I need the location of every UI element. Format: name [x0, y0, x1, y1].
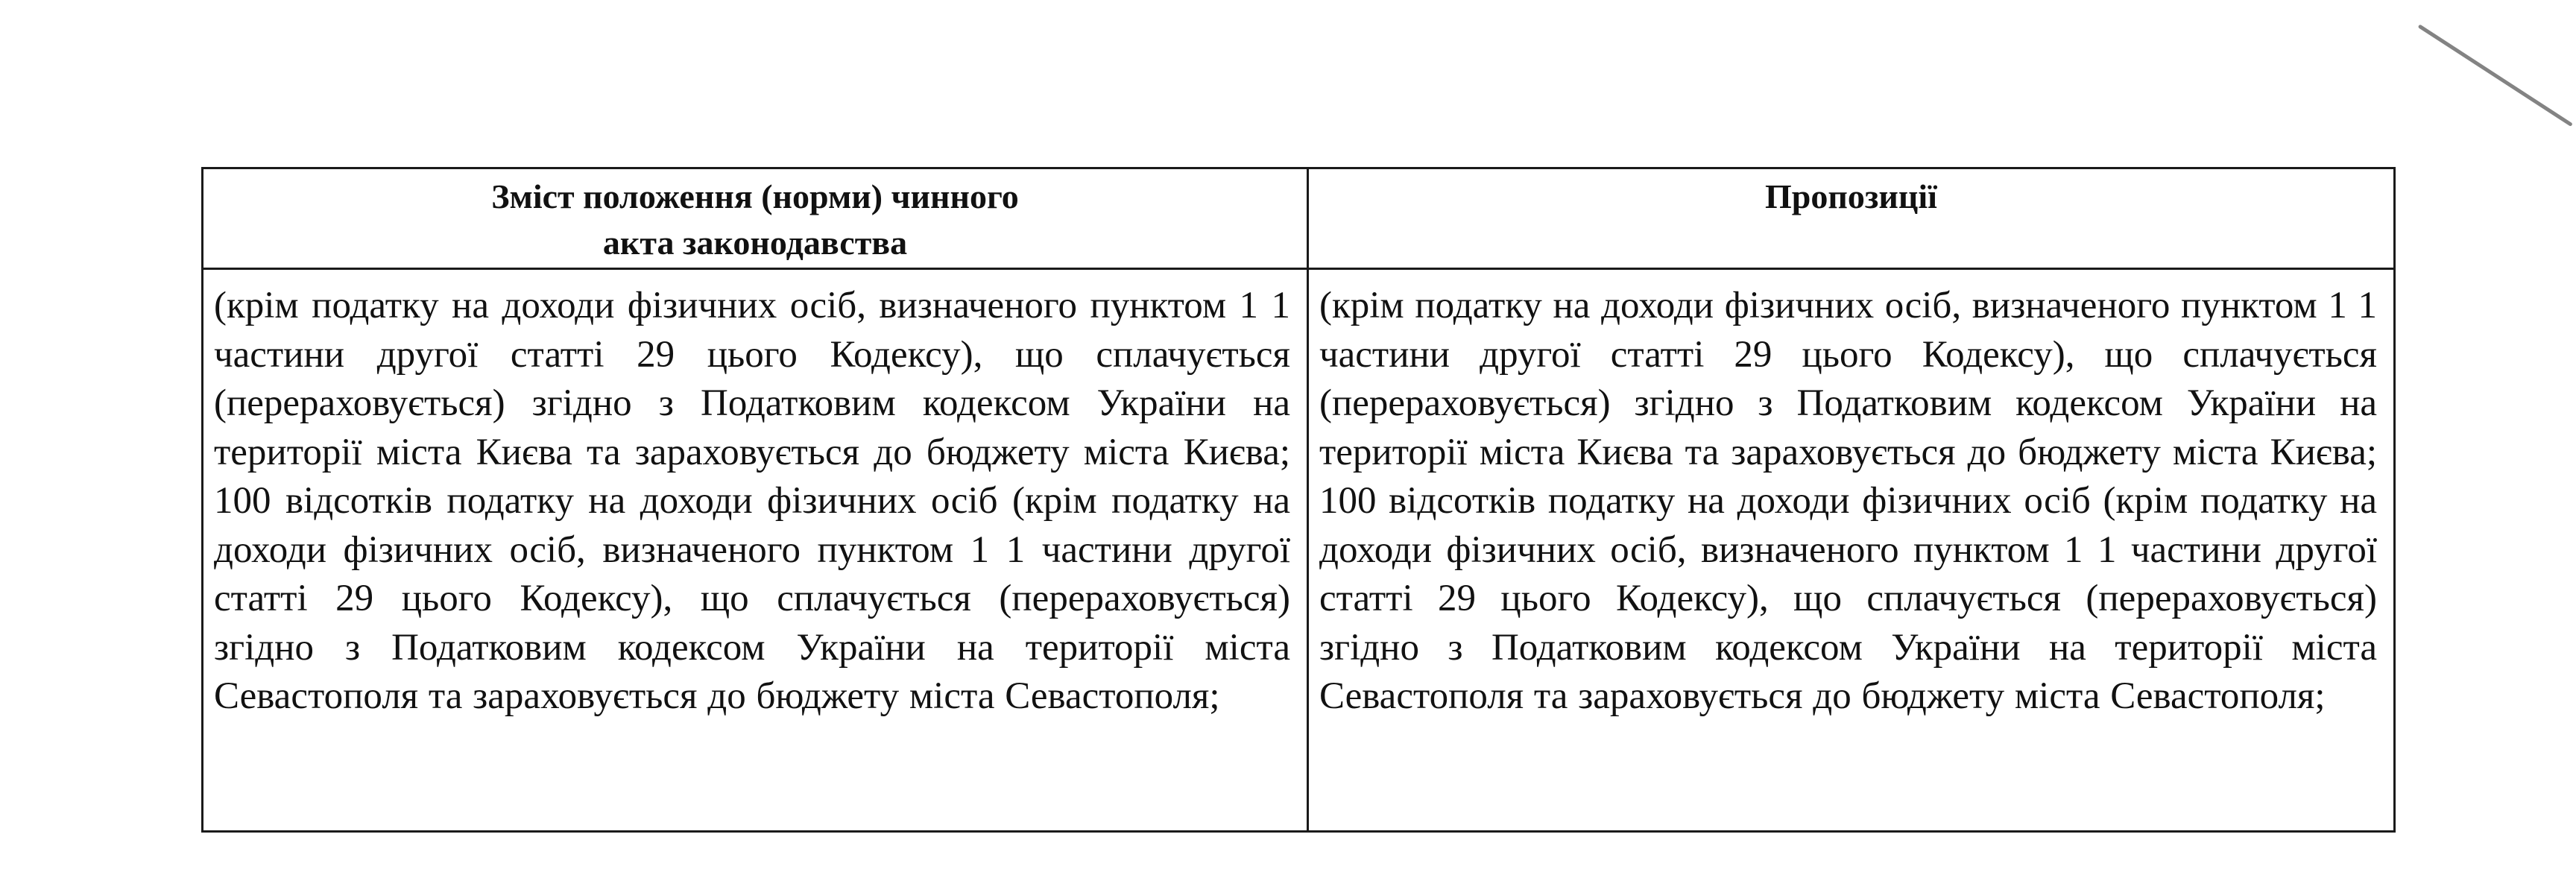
- comparison-table: [201, 167, 2396, 833]
- header-proposals: Пропозиції: [1308, 168, 2395, 269]
- table-header-row: [203, 168, 2395, 269]
- cell-current-provision-text: (крім податку на доходи фізичних осіб, визначеного пунктом 1 1 частини другої статті 29 цього Кодексу), що сплачується (перераховується) згідно з Податковим кодексом України на території міста Києва та зараховується до бюджету міста Києва; 100 відсотків податку на доходи фізичних осіб (крім податку на доходи фізичних осіб, визначеного пунктом 1 1 частини другої статті 29 цього Кодексу), що сплачується (перераховується) згідно з Податковим кодексом України на території міста Севастополя та зараховується до бюджету міста Севастополя;: [203, 269, 1308, 832]
- header-current-provision-line1: Зміст положення (норми) чинного: [491, 177, 1019, 215]
- cell-proposal-text: (крім податку на доходи фізичних осіб, визначеного пунктом 1 1 частини другої статті 29 цього Кодексу), що сплачується (перераховується) згідно з Податковим кодексом України на території міста Києва та зараховується до бюджету міста Києва; 100 відсотків податку на доходи фізичних осіб (крім податку на доходи фізичних осіб, визначеного пунктом 1 1 частини другої статті 29 цього Кодексу), що сплачується (перераховується) згідно з Податковим кодексом України на території міста Севастополя та зараховується до бюджету міста Севастополя;: [1308, 269, 2395, 832]
- table-row: [203, 269, 2395, 832]
- header-current-provision-line2: акта законодавства: [602, 224, 908, 262]
- header-current-provision: [203, 168, 1308, 269]
- scan-edge-mark: [2418, 24, 2573, 127]
